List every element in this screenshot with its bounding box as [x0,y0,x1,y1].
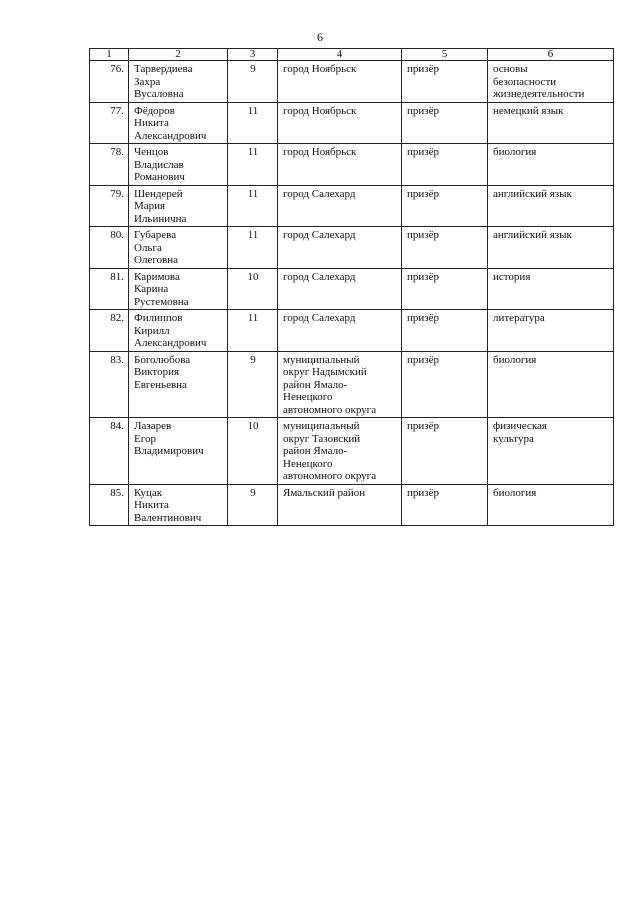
participant-name-line: Филиппов [134,312,183,324]
row-number: 81. [90,268,129,310]
subject-cell-line: биология [493,353,537,366]
grade-cell: 9 [228,351,278,418]
subject-cell-line: английский язык [493,187,572,200]
status-cell: призёр [402,102,488,144]
grade-cell: 11 [228,310,278,352]
status-cell: призёр [402,61,488,103]
participant-name-line: Каримова [134,270,180,283]
grade-cell: 10 [228,268,278,310]
subject-cell-line: немецкий язык [493,104,564,117]
region-cell [278,418,402,485]
table-row [90,185,614,227]
table-body [90,49,614,526]
subject-cell [488,144,614,186]
table-row [90,484,614,526]
status-cell: призёр [402,484,488,526]
subject-cell [488,418,614,485]
subject-cell-line: физическая [493,420,547,432]
row-number: 76. [90,61,129,103]
status-cell: призёр [402,144,488,186]
row-number: 78. [90,144,129,186]
subject-cell-line: безопасности [493,75,557,88]
row-number: 83. [90,351,129,418]
participant-name [129,102,228,144]
row-number: 85. [90,484,129,526]
participant-name-line: Ильинична [134,212,187,225]
participant-name-line: Егор [134,432,156,445]
table-row [90,227,614,269]
table-row [90,144,614,186]
participant-name [129,484,228,526]
row-number: 82. [90,310,129,352]
subject-cell [488,484,614,526]
subject-cell [488,227,614,269]
region-cell-line: город Ноябрьск [283,104,357,117]
participant-name [129,144,228,186]
header-cell: 1 [90,49,129,61]
participant-name-line: Кирилл [134,324,170,337]
row-number: 77. [90,102,129,144]
status-cell: призёр [402,227,488,269]
status-cell: призёр [402,268,488,310]
participants-table [89,48,614,526]
participant-name [129,185,228,227]
participant-name [129,418,228,485]
table-row [90,61,614,103]
region-cell [278,185,402,227]
participant-name-line: Олеговна [134,254,179,266]
participant-name-line: Владислав [134,158,184,171]
region-cell [278,227,402,269]
participant-name-line: Виктория [134,366,180,378]
participant-name [129,227,228,269]
participant-name-line: Тарвердиева [134,63,193,75]
subject-cell [488,185,614,227]
region-cell-line: город Ноябрьск [283,63,357,75]
region-cell-line: округ Надымский [283,366,367,378]
page-number: 6 [317,30,323,44]
participant-name-line: Мария [134,200,166,212]
region-cell [278,61,402,103]
status-cell: призёр [402,185,488,227]
participant-name-line: Валентинович [134,511,202,524]
participant-name-line: Никита [134,117,169,129]
participant-name-line: Лазарев [134,420,172,432]
participant-name-line: Губарева [134,229,177,241]
subject-cell-line: жизнедеятельности [493,88,585,100]
participant-name-line: Боголюбова [134,353,191,366]
grade-cell: 11 [228,185,278,227]
subject-cell-line: биология [493,146,537,158]
participant-name [129,351,228,418]
table-row [90,310,614,352]
region-cell [278,144,402,186]
participant-name [129,268,228,310]
participant-name-line: Шендерей [134,187,183,200]
participant-name-line: Фёдоров [134,104,175,117]
region-cell-line: город Салехард [283,229,356,241]
participant-name [129,61,228,103]
subject-cell [488,61,614,103]
row-number: 84. [90,418,129,485]
row-number: 79. [90,185,129,227]
region-cell-line: Ненецкого [283,457,333,470]
subject-cell-line: основы [493,63,528,75]
row-number: 80. [90,227,129,269]
subject-cell [488,268,614,310]
participant-name-line: Вусаловна [134,88,184,100]
status-cell: призёр [402,418,488,485]
header-cell: 2 [129,49,228,61]
subject-cell-line: история [493,270,531,283]
subject-cell [488,351,614,418]
region-cell-line: муниципальный [283,353,360,366]
subject-cell [488,102,614,144]
header-cell: 3 [228,49,278,61]
table-row [90,351,614,418]
participant-name-line: Захра [134,75,161,88]
participant-name-line: Александрович [134,129,207,142]
participant-name-line: Никита [134,499,169,511]
participant-name-line: Ченцов [134,146,169,158]
subject-cell-line: биология [493,486,537,499]
subject-cell-line: английский язык [493,229,572,241]
header-cell: 6 [488,49,614,61]
subject-cell [488,310,614,352]
status-cell: призёр [402,310,488,352]
header-cell: 4 [278,49,402,61]
region-cell-line: город Ноябрьск [283,146,357,158]
participant-name [129,310,228,352]
region-cell [278,268,402,310]
table-header-row [90,49,614,61]
participant-name-line: Куцак [134,486,163,499]
table-row [90,268,614,310]
region-cell-line: муниципальный [283,420,360,432]
region-cell-line: город Салехард [283,270,356,283]
table-row [90,418,614,485]
region-cell [278,351,402,418]
region-cell-line: Ямальский район [283,486,366,499]
header-cell: 5 [402,49,488,61]
participant-name-line: Карина [134,283,169,295]
grade-cell: 10 [228,418,278,485]
region-cell [278,310,402,352]
subject-cell-line: культура [493,432,534,445]
table-row [90,102,614,144]
region-cell-line: автономного округа [283,470,377,482]
participant-name-line: Ольга [134,241,162,254]
region-cell-line: город Салехард [283,312,356,324]
region-cell-line: район Ямало- [283,378,348,391]
participant-name-line: Евгеньевна [134,378,187,391]
grade-cell: 11 [228,144,278,186]
region-cell-line: район Ямало- [283,445,348,457]
region-cell [278,102,402,144]
region-cell-line: округ Тазовский [283,432,361,445]
region-cell-line: город Салехард [283,187,356,200]
region-cell [278,484,402,526]
grade-cell: 11 [228,102,278,144]
status-cell: призёр [402,351,488,418]
participant-name-line: Рустемовна [134,295,189,308]
region-cell-line: автономного округа [283,403,377,416]
grade-cell: 9 [228,61,278,103]
region-cell-line: Ненецкого [283,391,333,403]
grade-cell: 9 [228,484,278,526]
participant-name-line: Александрович [134,337,207,349]
participant-name-line: Владимирович [134,445,204,457]
participant-name-line: Романович [134,171,185,183]
subject-cell-line: литература [493,312,545,324]
grade-cell: 11 [228,227,278,269]
